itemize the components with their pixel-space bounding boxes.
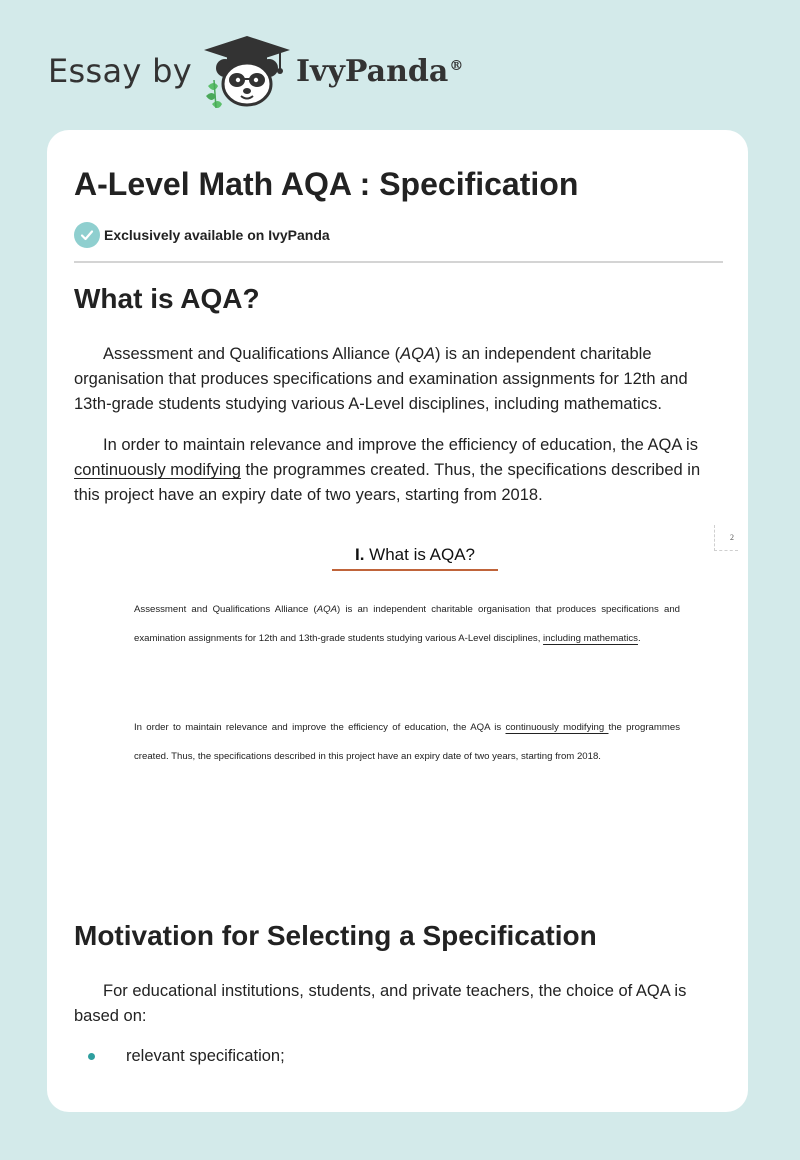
site-header: [0, 0, 800, 130]
excerpt-heading-rule: [332, 569, 498, 571]
badge-text: Exclusively available on IvyPanda: [104, 227, 330, 243]
underlined-phrase: continuously modifying: [74, 461, 241, 479]
excerpt-paragraph: Assessment and Qualifications Alliance (AQA) is an independent charitable organisation that produces specifications and examination assignments for 12th and 13th-grade students studying various A-Level disciplines, including mathematics.: [134, 604, 680, 644]
article-card: [47, 130, 748, 1112]
brand-name[interactable]: IvyPanda®: [296, 54, 464, 89]
divider: [74, 261, 723, 263]
bullet-list: [74, 1044, 724, 1069]
registered-mark: ®: [449, 58, 464, 74]
paragraph: In order to maintain relevance and improve the efficiency of education, the AQA is continuously modifying the programmes created. Thus, the specifications described in this project have an expiry date of two years, starting from 2018.: [74, 436, 701, 504]
list-item: relevant specification;: [74, 1044, 724, 1069]
document-page-excerpt: [107, 525, 742, 815]
check-icon: [74, 222, 100, 248]
paragraph: For educational institutions, students, and private teachers, the choice of AQA is based on:: [74, 982, 687, 1025]
panda-graduate-icon[interactable]: [200, 34, 294, 110]
aqa-abbreviation: AQA: [400, 345, 436, 363]
section-heading-motivation: Motivation for Selecting a Specification: [74, 920, 597, 951]
page-number: 2: [714, 525, 738, 551]
excerpt-paragraph: In order to maintain relevance and improve the efficiency of education, the AQA is continuously modifying the programmes created. Thus, the specifications described in this project have an expiry date of two years, starting from 2018.: [134, 722, 680, 762]
brand-prefix: Essay by: [48, 52, 192, 90]
section-heading-what-is-aqa: What is AQA?: [74, 283, 260, 314]
exclusive-badge: [74, 222, 330, 248]
paragraph: Assessment and Qualifications Alliance (AQA) is an independent charitable organisation that produces specifications and examination assignments for 12th and 13th-grade students studying various A-Level disciplines, including mathematics.: [74, 345, 688, 413]
excerpt-heading: I. What is AQA?: [355, 545, 475, 564]
bullet-icon: [88, 1053, 95, 1060]
page-title: A-Level Math AQA : Specification: [74, 166, 579, 202]
